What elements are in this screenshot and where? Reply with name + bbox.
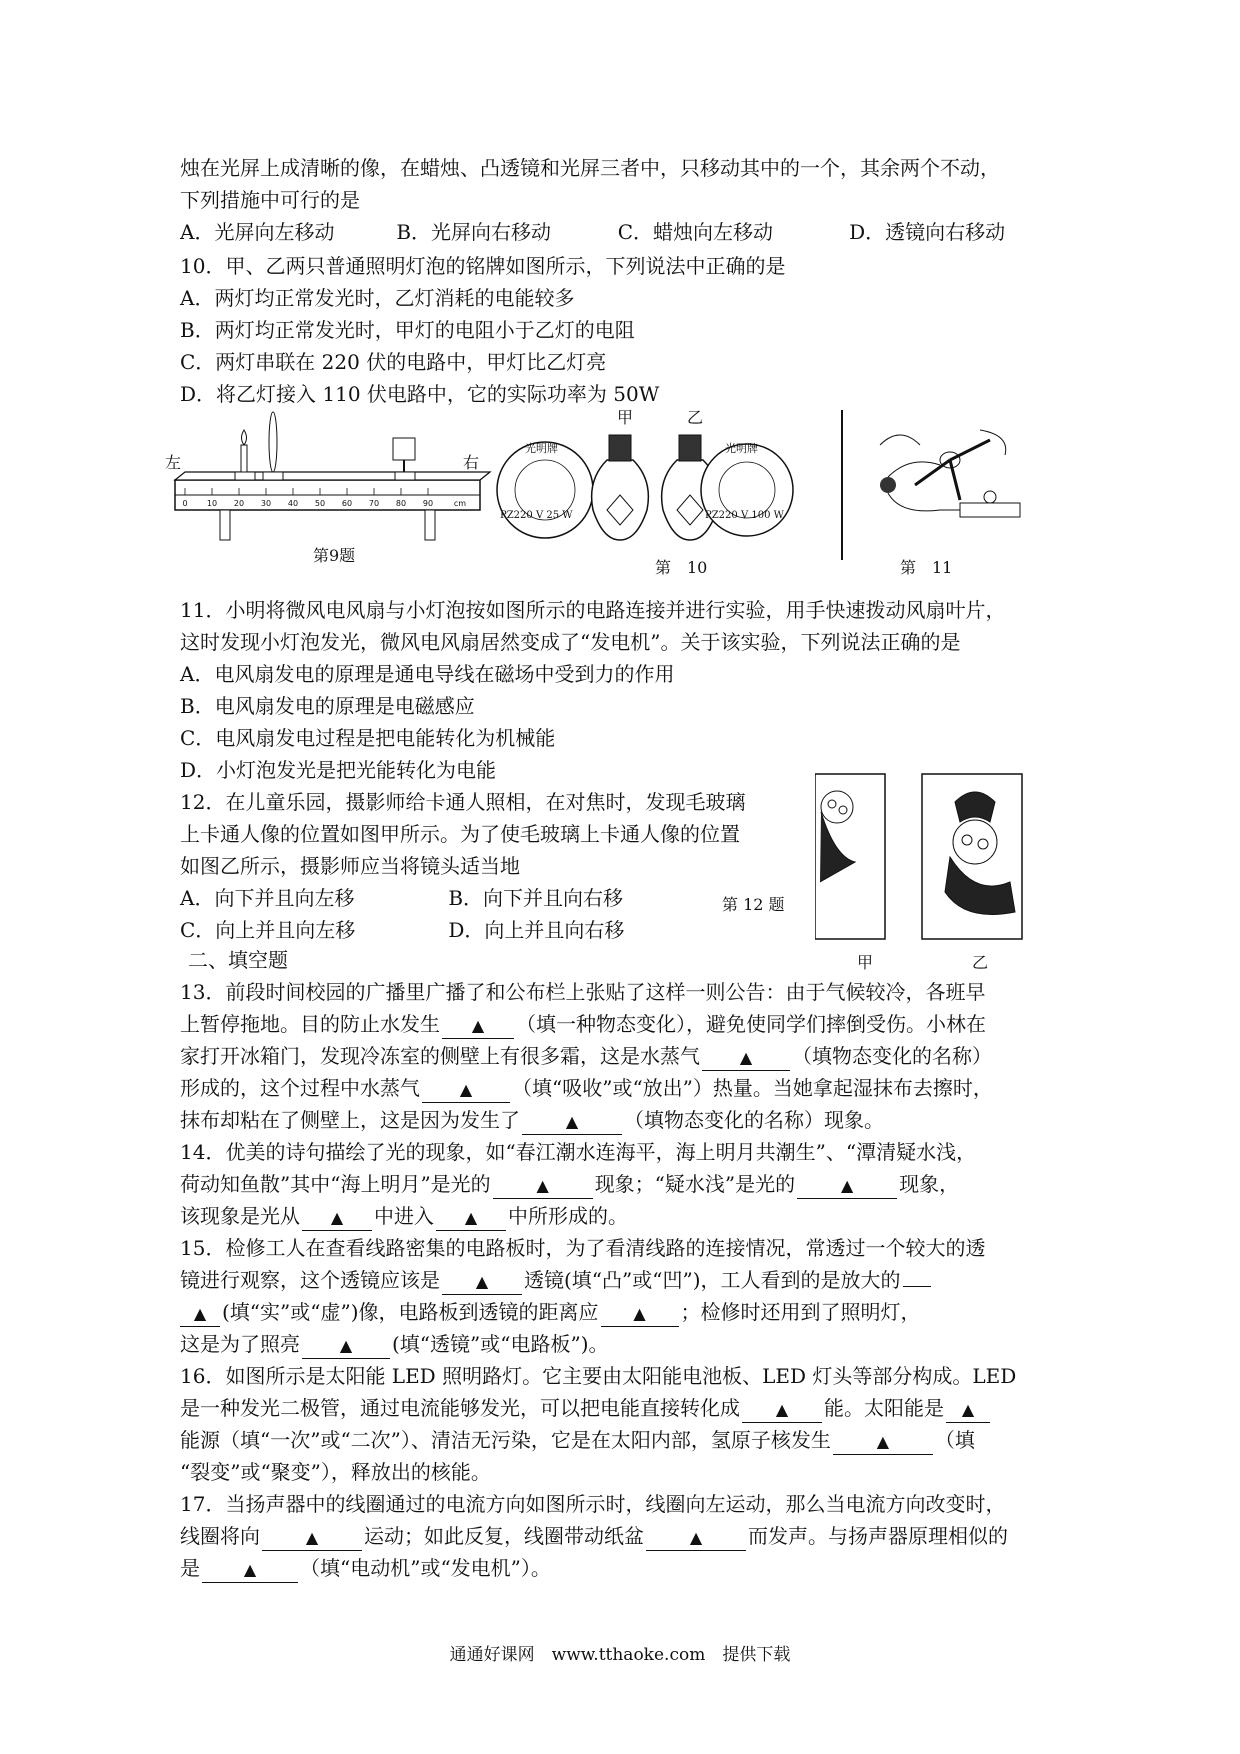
ruler-tick: 80 (395, 499, 407, 508)
q11-option-b: B．电风扇发电的原理是电磁感应 (180, 694, 475, 718)
q16-line-4: “裂变”或“聚变”），释放出的核能。 (180, 1460, 491, 1484)
q14-text: 该现象是光从 (180, 1204, 300, 1228)
q16-line-3 (180, 1424, 1070, 1456)
q13-text: （填一种物态变化），避免使同学们摔倒受伤。小林在 (516, 1012, 986, 1036)
q13-text: 上暂停拖地。目的防止水发生 (180, 1012, 440, 1036)
answer-blank[interactable] (646, 1524, 746, 1551)
fig9-left-label: 左 (165, 453, 182, 472)
q10-option-d: D．将乙灯接入 110 伏电路中，它的实际功率为 50W (180, 382, 660, 406)
q15-text: 这是为了照亮 (180, 1332, 300, 1356)
q11-stem-line-1: 11．小明将微风电风扇与小灯泡按如图所示的电路连接并进行实验，用手快速拨动风扇叶片， (180, 598, 1006, 622)
q13-line-4 (180, 1072, 1070, 1104)
lamp-yi-label: 乙 (687, 408, 704, 427)
blank-triangle-icon: ▲ (339, 1336, 353, 1355)
answer-blank[interactable] (180, 1300, 220, 1327)
right-nameplate-rating: PZ220 V 100 W (705, 510, 784, 521)
q13-line-3 (180, 1040, 1070, 1072)
q13-text: （填“吸收”或“放出”）热量。当她拿起湿抹布去擦时， (512, 1076, 993, 1100)
answer-blank[interactable] (601, 1300, 679, 1327)
answer-blank[interactable] (742, 1396, 822, 1423)
q12-options-row-2 (180, 914, 820, 946)
q9-option-a: A．光屏向左移动 (180, 220, 335, 244)
answer-blank[interactable] (302, 1332, 390, 1359)
q13-line-5 (180, 1104, 1070, 1136)
q15-text: 镜进行观察，这个透镜应该是 (180, 1268, 440, 1292)
q12-option-a: A．向下并且向左移 (180, 886, 355, 910)
blank-triangle-icon: ▲ (243, 1560, 257, 1579)
q16-text: 能源（填“一次”或“二次”）、清洁无污染，它是在太阳内部，氢原子核发生 (180, 1428, 831, 1452)
ruler-tick: 30 (260, 499, 272, 508)
blank-triangle-icon: ▲ (876, 1432, 890, 1451)
answer-blank[interactable] (442, 1268, 522, 1295)
q12-label-jia: 甲 (857, 953, 874, 972)
page-footer: 通通好课网 www.tthaoke.com 提供下载 (449, 1645, 791, 1665)
optical-bench-figure (165, 410, 495, 560)
q16-text: 是一种发光二极管，通过电流能够发光，可以把电能直接转化成 (180, 1396, 740, 1420)
q13-text: （填物态变化的名称）现象。 (624, 1108, 884, 1132)
ruler-tick: 70 (368, 499, 380, 508)
q11-option-c: C．电风扇发电过程是把电能转化为机械能 (180, 726, 556, 750)
q9-option-b: B．光屏向右移动 (396, 220, 552, 244)
q17-text: 而发声。与扬声器原理相似的 (748, 1524, 1008, 1548)
q17-text: 线圈将向 (180, 1524, 260, 1548)
q13-text: （填物态变化的名称） (792, 1044, 992, 1068)
q11-option-a: A．电风扇发电的原理是通电导线在磁场中受到力的作用 (180, 662, 675, 686)
blank-triangle-icon: ▲ (475, 1272, 489, 1291)
q14-line-2 (180, 1168, 1070, 1200)
cartoon-frames (815, 772, 1075, 942)
q10-option-b: B．两灯均正常发光时，甲灯的电阻小于乙灯的电阻 (180, 318, 635, 342)
left-nameplate-rating: PZ220 V 25 W (500, 510, 573, 521)
blank-triangle-icon: ▲ (464, 1208, 478, 1227)
q12-stem-line-1: 12．在儿童乐园，摄影师给卡通人照相，在对焦时，发现毛玻璃 (180, 790, 746, 814)
q15-text: (填“实”或“虚”)像，电路板到透镜的距离应 (222, 1300, 599, 1324)
ruler-tick: 20 (233, 499, 245, 508)
answer-blank[interactable] (202, 1556, 298, 1583)
q17-line-1: 17．当扬声器中的线圈通过的电流方向如图所示时，线圈向左运动，那么当电流方向改变时， (180, 1492, 1006, 1516)
fig11-caption: 第 11 (900, 558, 953, 577)
q16-text: 能。太阳能是 (824, 1396, 944, 1420)
ruler-tick: cm (453, 499, 467, 508)
q13-line-1: 13．前段时间校园的广播里广播了和公布栏上张贴了这样一则公告：由于气候较冷，各班早 (180, 980, 986, 1004)
answer-blank[interactable] (262, 1524, 362, 1551)
q16-line-2 (180, 1392, 1070, 1424)
blank-triangle-icon: ▲ (739, 1048, 753, 1067)
q11-option-d: D．小灯泡发光是把光能转化为电能 (180, 758, 497, 782)
q12-option-c: C．向上并且向左移 (180, 918, 356, 942)
blank-triangle-icon: ▲ (689, 1528, 703, 1547)
figure-divider (841, 410, 843, 560)
q15-text: 透镜(填“凸”或“凹”)，工人看到的是放大的 (524, 1268, 901, 1292)
ruler-tick: 40 (287, 499, 299, 508)
blank-triangle-icon: ▲ (633, 1304, 646, 1323)
q9-option-c: C．蜡烛向左移动 (617, 220, 774, 244)
q10-option-c: C．两灯串联在 220 伏的电路中，甲灯比乙灯亮 (180, 350, 607, 374)
answer-blank[interactable] (422, 1076, 510, 1103)
q14-text: 荷动知鱼散”其中“海上明月”是光的 (180, 1172, 491, 1196)
q14-text: 中进入 (374, 1204, 434, 1228)
ruler-tick: 90 (422, 499, 434, 508)
q9-stem-line-2: 下列措施中可行的是 (180, 188, 360, 212)
blank-triangle-icon: ▲ (459, 1080, 473, 1099)
answer-blank[interactable] (302, 1204, 372, 1231)
q14-line-1: 14．优美的诗句描绘了光的现象，如“春江潮水连海平，海上明月共潮生”、“潭清疑水浅， (180, 1140, 977, 1164)
q12-option-d: D．向上并且向右移 (448, 918, 625, 942)
left-nameplate-brand: 光明牌 (525, 442, 558, 455)
blank-triangle-icon: ▲ (840, 1176, 854, 1195)
q9-option-d: D．透镜向右移动 (849, 220, 1006, 244)
q16-line-1: 16．如图所示是太阳能 LED 照明路灯。它主要由太阳能电池板、LED 灯头等部分构成。LED (180, 1364, 1017, 1388)
q17-line-3 (180, 1552, 1070, 1584)
blank-triangle-icon: ▲ (565, 1112, 579, 1131)
section-heading: 二、填空题 (188, 948, 288, 972)
q14-text: 现象；“疑水浅”是光的 (594, 1172, 796, 1196)
q12-option-b: B．向下并且向右移 (448, 886, 624, 910)
bulbs-figure (495, 415, 795, 545)
fan-circuit-figure (860, 415, 1040, 545)
ruler-tick: 60 (341, 499, 353, 508)
q17-line-2 (180, 1520, 1070, 1552)
q14-line-3 (180, 1200, 1070, 1232)
q10-stem: 10．甲、乙两只普通照明灯泡的铭牌如图所示，下列说法中正确的是 (180, 254, 786, 278)
answer-blank[interactable] (436, 1204, 506, 1231)
figures-row (165, 410, 1065, 590)
blank-triangle-icon: ▲ (961, 1400, 975, 1419)
blank-triangle-icon: ▲ (305, 1528, 319, 1547)
q12-label-yi: 乙 (972, 953, 989, 972)
ruler-tick: 50 (314, 499, 326, 508)
blank-triangle-icon: ▲ (471, 1016, 485, 1035)
lamp-jia-label: 甲 (617, 408, 634, 427)
answer-blank[interactable] (946, 1396, 990, 1423)
q12-fig-caption: 第 12 题 (722, 895, 785, 914)
q17-text: （填“电动机”或“发电机”）。 (300, 1556, 551, 1580)
answer-blank[interactable] (493, 1172, 593, 1199)
blank-triangle-icon: ▲ (193, 1304, 207, 1323)
blank-triangle-icon: ▲ (536, 1176, 549, 1195)
q15-line-3 (180, 1296, 1070, 1328)
q9-options (180, 216, 1070, 248)
q17-text: 运动；如此反复，线圈带动纸盆 (364, 1524, 644, 1548)
q13-text: 家打开冰箱门，发现冷冻室的侧壁上有很多霜，这是水蒸气 (180, 1044, 700, 1068)
q13-text: 形成的，这个过程中水蒸气 (180, 1076, 420, 1100)
ruler-tick: 10 (206, 499, 218, 508)
answer-blank[interactable] (903, 1286, 931, 1287)
answer-blank[interactable] (522, 1108, 622, 1135)
answer-blank[interactable] (442, 1012, 514, 1039)
q16-text: （填 (934, 1428, 975, 1452)
q15-text: ；检修时还用到了照明灯， (680, 1300, 921, 1324)
q14-text: 中所形成的。 (508, 1204, 628, 1228)
q9-stem-line-1: 烛在光屏上成清晰的像，在蜡烛、凸透镜和光屏三者中，只移动其中的一个，其余两个不动， (180, 156, 1000, 180)
q12-stem-line-2: 上卡通人像的位置如图甲所示。为了使毛玻璃上卡通人像的位置 (180, 822, 740, 846)
answer-blank[interactable] (702, 1044, 790, 1071)
q12-stem-line-3: 如图乙所示，摄影师应当将镜头适当地 (180, 854, 520, 878)
q15-line-4 (180, 1328, 1070, 1360)
right-nameplate-brand: 光明牌 (725, 442, 758, 455)
fig9-right-label: 右 (463, 453, 480, 472)
q12-figure (815, 772, 1075, 972)
fig9-caption: 第9题 (313, 546, 356, 565)
ruler-tick: 0 (182, 499, 188, 508)
q13-line-2 (180, 1008, 1070, 1040)
answer-blank[interactable] (797, 1172, 897, 1199)
q10-option-a: A．两灯均正常发光时，乙灯消耗的电能较多 (180, 286, 575, 310)
q15-text: (填“透镜”或“电路板”)。 (392, 1332, 609, 1356)
answer-blank[interactable] (833, 1428, 933, 1455)
q14-text: 现象， (899, 1172, 960, 1196)
fig10-caption: 第 10 (655, 558, 708, 577)
q15-line-2 (180, 1264, 1070, 1296)
q17-text: 是 (180, 1556, 200, 1580)
q11-stem-line-2: 这时发现小灯泡发光，微风电风扇居然变成了“发电机”。关于该实验，下列说法正确的是 (180, 630, 961, 654)
blank-triangle-icon: ▲ (775, 1400, 789, 1419)
q13-text: 抹布却粘在了侧壁上，这是因为发生了 (180, 1108, 520, 1132)
blank-triangle-icon: ▲ (330, 1208, 344, 1227)
q15-line-1: 15．检修工人在查看线路密集的电路板时，为了看清线路的连接情况，常透过一个较大的透 (180, 1236, 986, 1260)
